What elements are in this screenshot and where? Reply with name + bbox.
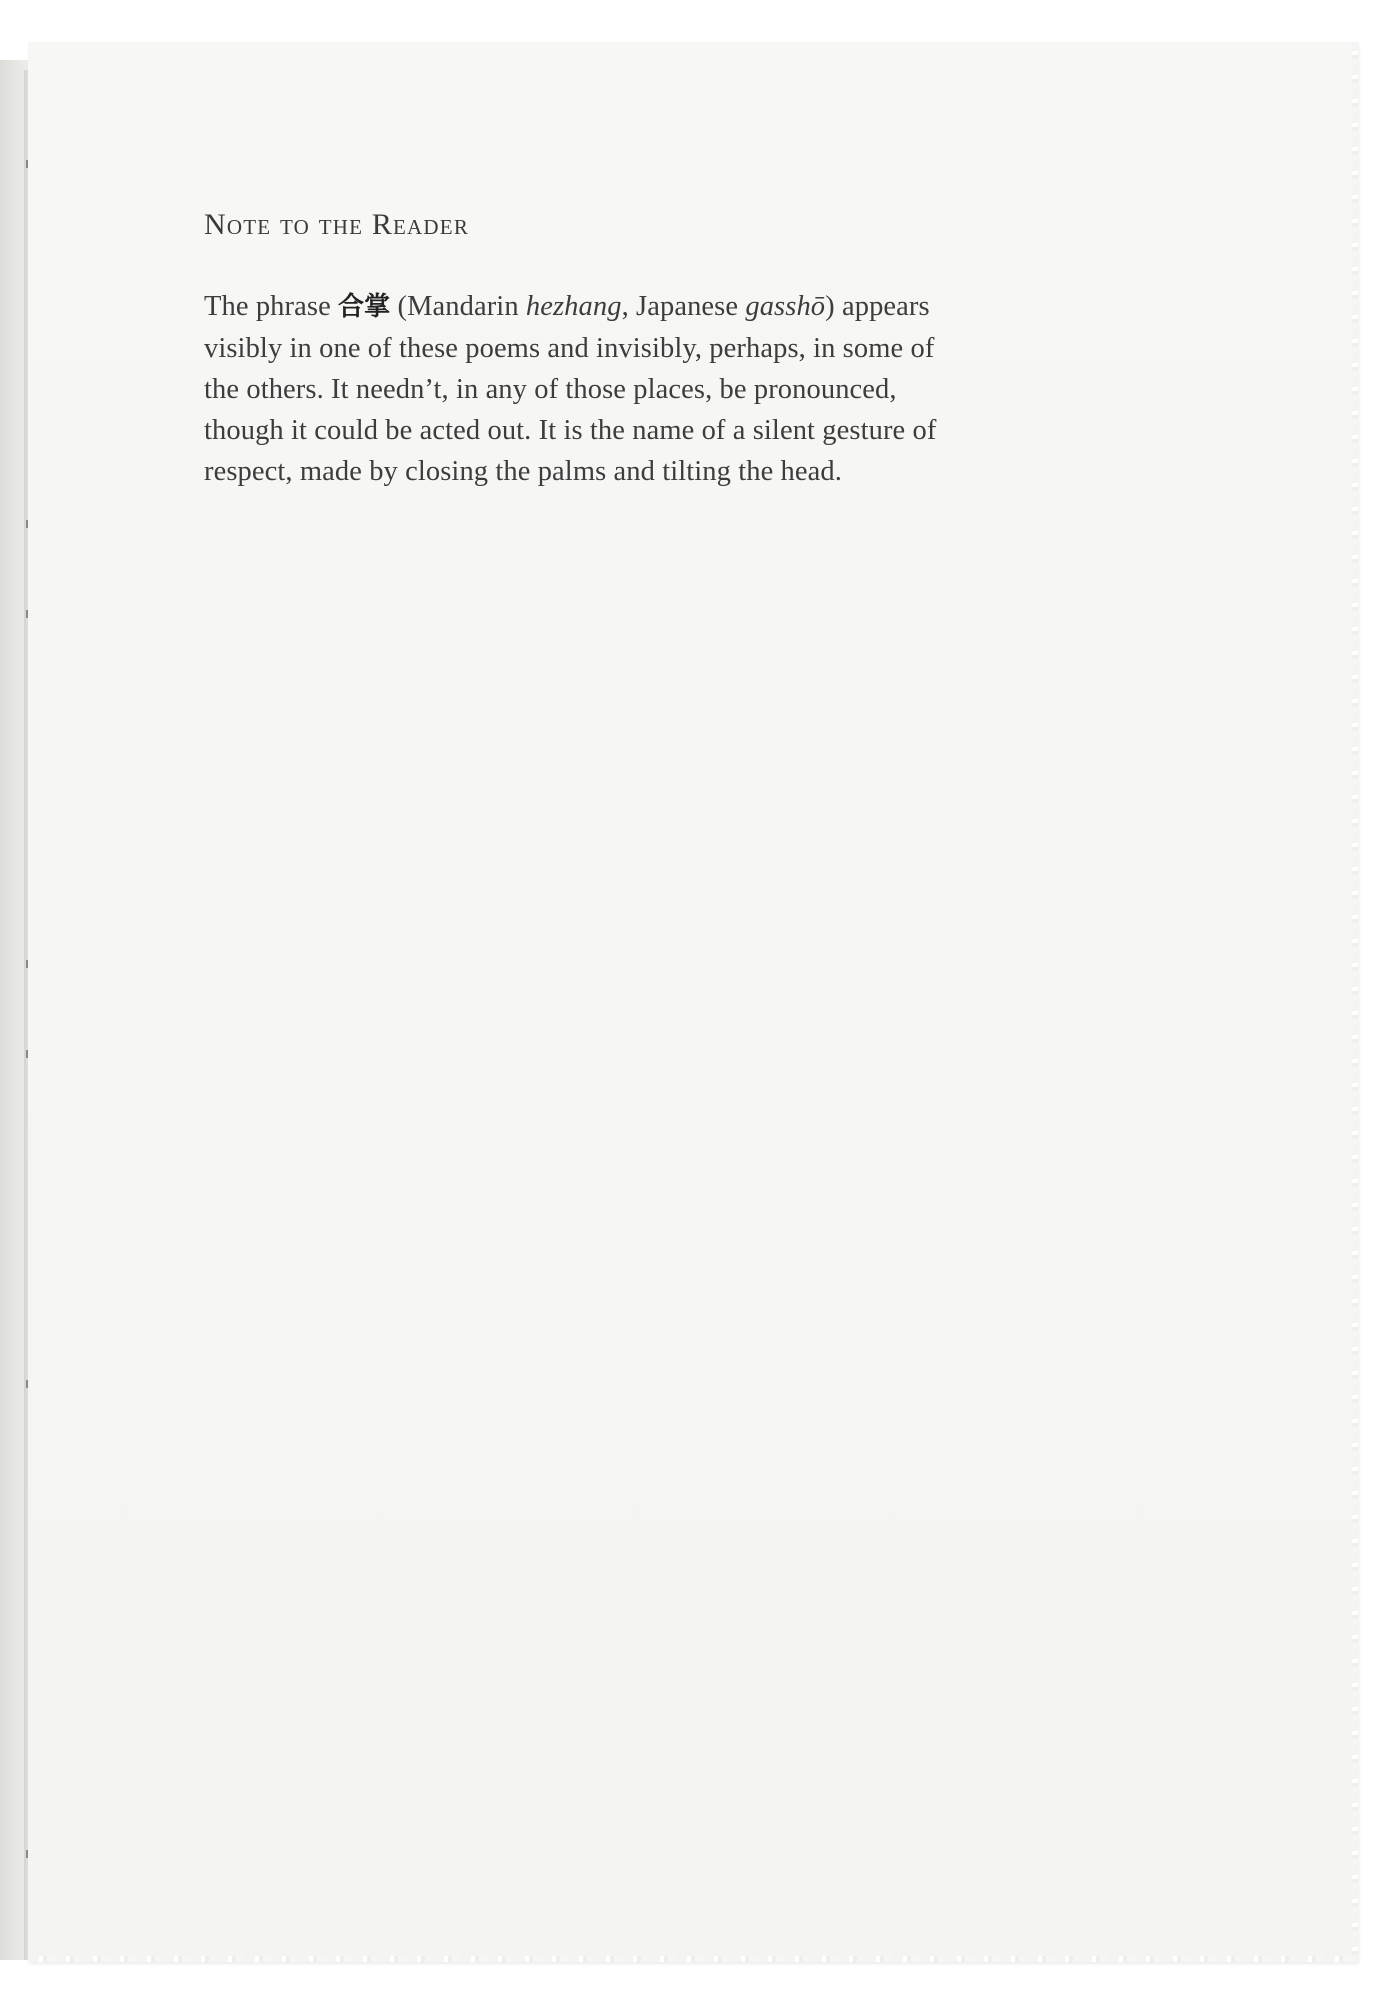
deckled-right-edge xyxy=(1352,42,1358,1962)
deckled-bottom-edge xyxy=(28,1956,1358,1962)
mandarin-term: hezhang xyxy=(525,291,622,322)
page-content xyxy=(204,210,964,492)
paragraph-text: The phrase xyxy=(204,291,339,322)
cjk-term: 合掌 xyxy=(338,292,391,322)
body-paragraph xyxy=(204,286,964,492)
paragraph-text: (Mandarin xyxy=(390,291,526,322)
paragraph-text: ) appears visibly in one of these poems and invisibly, perhaps, in some of the others. It needn’t, in any of those places, be pronounced, though it could be acted out. It is the name of a silent gesture of respect, made by closing the palms and tilting the head. xyxy=(204,291,937,487)
page-heading: Note to the Reader xyxy=(204,208,470,241)
japanese-term: gasshō xyxy=(745,291,826,322)
paragraph-text: , Japanese xyxy=(621,291,746,322)
